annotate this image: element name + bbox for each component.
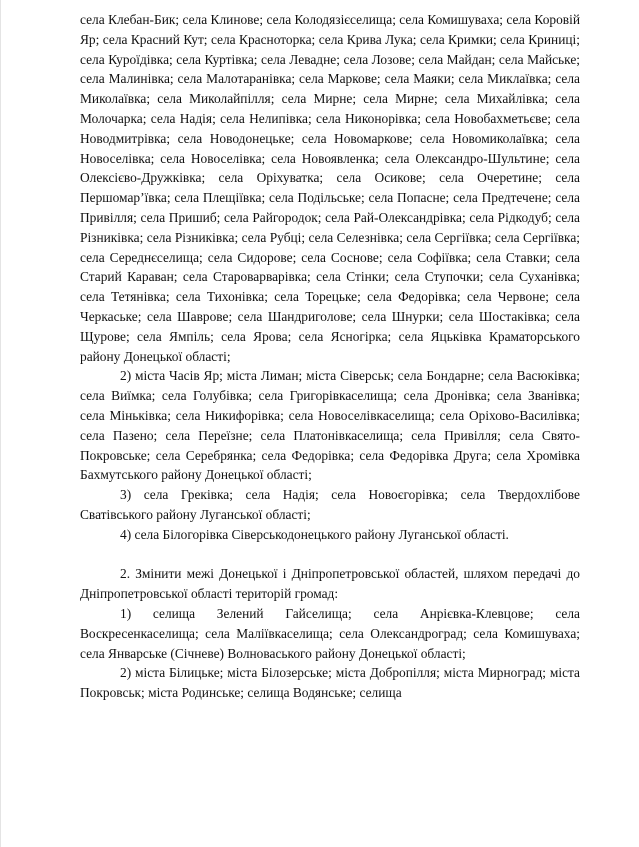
section-2-paragraph: 2. Змінити межі Донецької і Дніпропетровської областей, шляхом передачі до Дніпропетровської області територій громад: <box>80 566 580 602</box>
list-item-2: 2) міста Часів Яр; міста Лиман; міста Сіверськ; села Бондарне; села Васюківка; села Виїмка; села Голубівка; села Григорівкаселища; села Дронівка; села Званівка; села Міньківка; села Никифорівка; села Новоселівкаселища; села Оріхово-Василівка; села Пазено; села Переїзне; села Платонівкаселища; села Привілля; села Свято-Покровське; села Серебрянка; села Федорівка; села Федорівка Друга; села Хромівка Бахмутського району Донецької області; <box>80 368 580 483</box>
list-item-3: 3) села Греківка; села Надія; села Новоєгорівка; села Твердохлібове Сватівського району Луганської області; <box>80 487 580 522</box>
list-item-4: 4) села Білогорівка Сіверськодонецького району Луганської області. <box>120 526 509 542</box>
sub-item-1: 1) селища Зелений Гайселища; села Анрієвка-Клевцове; села Воскресенкаселища; села Маліївкаселища; села Олександроград; села Комишуваха; села Январське (Січневе) Волноваського району Донецької області; <box>80 605 580 661</box>
paragraph-spacer <box>80 545 580 565</box>
sub-item-2: 2) міста Білицьке; міста Білозерське; міста Добропілля; міста Мирноград; міста Покровськ; міста Родинське; селища Водянське; селища <box>80 665 580 701</box>
document-body <box>80 10 580 703</box>
villages-list-paragraph: села Клебан-Бик; села Клинове; села Колодязієселища; села Комишуваха; села Коровій Яр; села Красний Кут; села Красноторка; села Крива Лука; села Кримки; села Криниці; села Куроїдівка; села Куртівка; села Левадне; села Лозове; села Майдан; села Майське; села Малинівка; села Малотаранівка; села Маркове; села Маяки; села Миклаївка; села Миколаївка; села Миколайпілля; села Мирне; села Мирне; села Михайлівка; села Молочарка; села Надія; села Нелипівка; села Никонорівка; села Новобахметьєве; села Новодмитрівка; села Новодонецьке; села Новомаркове; села Новомиколаївка; села Новоселівка; села Новоселівка; села Новоявленка; села Олександро-Шультине; села Олексієво-Дружківка; села Оріхуватка; села Осикове; села Очеретине; села Першомарʼївка; села Плещіївка; села Подільське; села Попасне; села Предтечене; села Привілля; села Пришиб; села Райгородок; села Рай-Олександрівка; села Рідкодуб; села Різниківка; села Різниківка; села Рубці; села Селезнівка; села Сергіївка; села Сергіївка; села Середнєселища; села Сидорове; села Соснове; села Софіївка; села Ставки; села Старий Караван; села Староварварівка; села Стінки; села Ступочки; села Суханівка; села Тетянівка; села Тихонівка; села Торецьке; села Федорівка; села Червоне; села Черкаське; села Шаврове; села Шандриголове; села Шнурки; села Шостаківка; села Щурове; села Ямпіль; села Ярова; села Ясногірка; села Яцьківка Краматорського району Донецької області; <box>80 12 580 364</box>
